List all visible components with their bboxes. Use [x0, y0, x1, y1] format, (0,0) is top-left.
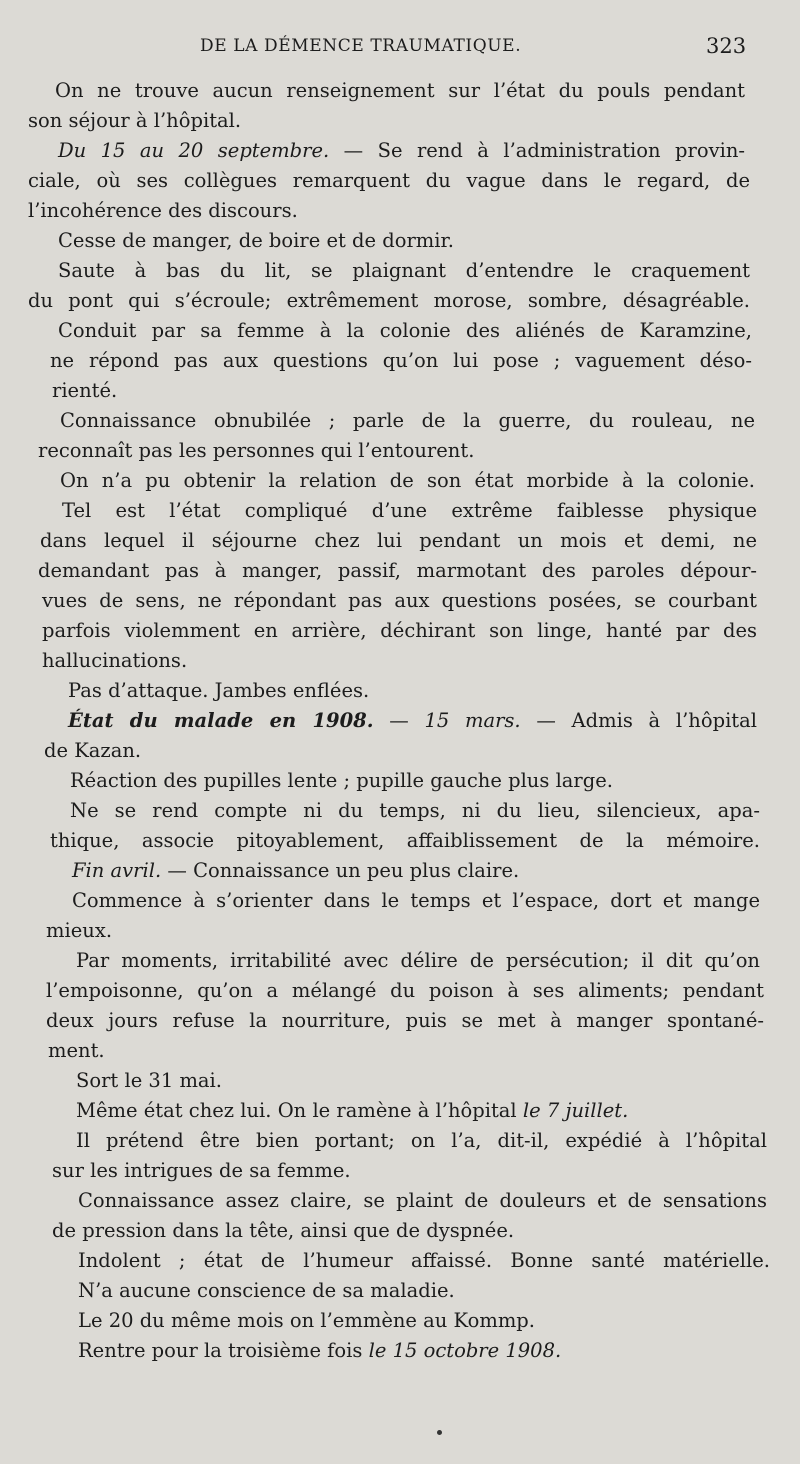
text-line — [50, 826, 760, 856]
text-line — [78, 1306, 535, 1336]
text-line — [58, 256, 750, 286]
text-line — [60, 406, 755, 436]
text-line — [78, 1336, 561, 1366]
text-segment: Le 20 du même mois on l’emmène au Kommp. — [78, 1309, 535, 1332]
text-segment: le 7 juillet. — [522, 1099, 629, 1122]
text-line — [72, 856, 519, 886]
text-segment: Par moments, irritabilité avec délire de persécution; il dit qu’on — [76, 949, 760, 972]
text-line — [52, 376, 117, 406]
text-segment: 15 mars. — [424, 709, 521, 732]
text-segment: l’empoisonne, qu’on a mélangé du poison à ses aliments; pendant — [46, 979, 764, 1002]
text-segment: Réaction des pupilles lente ; pupille gauche plus large. — [70, 769, 613, 792]
text-segment: demandant pas à manger, passif, marmotant des paroles dépour- — [38, 559, 757, 582]
text-segment: Rentre pour la troisième fois — [78, 1339, 369, 1362]
text-line — [28, 286, 750, 316]
text-line — [46, 916, 112, 946]
text-line — [68, 676, 369, 706]
text-line — [46, 1006, 764, 1036]
text-segment: vues de sens, ne répondant pas aux questions posées, se courbant — [42, 589, 757, 612]
text-line — [42, 646, 187, 676]
text-line — [76, 1096, 628, 1126]
text-line — [58, 136, 745, 166]
text-line — [78, 1276, 455, 1306]
text-line — [38, 556, 757, 586]
text-segment: reconnaît pas les personnes qui l’entourent. — [38, 439, 475, 462]
text-segment: Connaissance obnubilée ; parle de la guerre, du rouleau, ne — [60, 409, 755, 432]
text-segment: — — [373, 709, 425, 732]
text-segment: Fin avril. — [72, 859, 162, 882]
text-segment: mieux. — [46, 919, 113, 942]
text-segment: Ne se rend compte ni du temps, ni du lieu, silencieux, apa- — [70, 799, 760, 822]
text-segment: dans lequel il séjourne chez lui pendant un mois et demi, ne — [40, 529, 757, 552]
text-segment: Saute à bas du lit, se plaignant d’entendre le craquement — [58, 259, 750, 282]
text-line — [42, 616, 757, 646]
running-title: DE LA DÉMENCE TRAUMATIQUE. — [200, 36, 522, 56]
text-segment: deux jours refuse la nourriture, puis se met à manger spontané- — [46, 1009, 764, 1032]
text-line — [46, 976, 764, 1006]
text-segment: le 15 octobre 1908. — [368, 1339, 562, 1362]
text-segment: hallucinations. — [42, 649, 188, 672]
text-segment: du pont qui s’écroule; extrêmement morose, sombre, désagréable. — [28, 289, 750, 312]
text-segment: Tel est l’état compliqué d’une extrême faiblesse physique — [62, 499, 757, 522]
text-segment: parfois violemment en arrière, déchirant son linge, hanté par des — [42, 619, 757, 642]
text-segment: de Kazan. — [44, 739, 142, 762]
text-segment: l’incohérence des discours. — [28, 199, 298, 222]
text-line — [62, 496, 757, 526]
ink-dot — [437, 1430, 442, 1435]
text-segment: Du 15 au 20 septembre. — [58, 139, 330, 162]
text-segment: N’a aucune conscience de sa maladie. — [78, 1279, 455, 1302]
page-number: 323 — [706, 34, 747, 58]
text-segment: ciale, où ses collègues remarquent du vague dans le regard, de — [28, 169, 750, 192]
text-segment: son séjour à l’hôpital. — [28, 109, 242, 132]
text-line — [52, 1156, 351, 1186]
text-segment: Sort le 31 mai. — [76, 1069, 222, 1092]
text-line — [38, 436, 474, 466]
text-segment: ne répond pas aux questions qu’on lui pose ; vaguement déso- — [50, 349, 752, 372]
text-line — [50, 346, 752, 376]
text-line — [68, 706, 757, 736]
text-line — [70, 796, 760, 826]
text-line — [78, 1246, 770, 1276]
text-segment: Connaissance assez claire, se plaint de douleurs et de sensations — [78, 1189, 767, 1212]
text-segment: — Admis à l’hôpital — [520, 709, 758, 732]
text-line — [76, 1126, 767, 1156]
text-line — [28, 106, 241, 136]
text-segment: ment. — [48, 1039, 105, 1062]
text-line — [40, 526, 757, 556]
text-line — [28, 166, 750, 196]
text-line — [52, 1216, 514, 1246]
text-segment: — Connaissance un peu plus claire. — [161, 859, 520, 882]
text-line — [58, 316, 752, 346]
text-segment: Même état chez lui. On le ramène à l’hôpital — [76, 1099, 523, 1122]
text-segment: On n’a pu obtenir la relation de son état morbide à la colonie. — [60, 469, 755, 492]
text-segment: rienté. — [52, 379, 118, 402]
text-line — [28, 196, 298, 226]
text-line — [70, 766, 613, 796]
text-line — [60, 466, 755, 496]
text-segment: Il prétend être bien portant; on l’a, dit-il, expédié à l’hôpital — [76, 1129, 767, 1152]
text-segment: Conduit par sa femme à la colonie des aliénés de Karamzine, — [58, 319, 752, 342]
text-segment: — Se rend à l’administration provin- — [329, 139, 745, 162]
text-line — [55, 76, 745, 106]
text-segment: de pression dans la tête, ainsi que de dyspnée. — [52, 1219, 515, 1242]
text-segment: Indolent ; état de l’humeur affaissé. Bonne santé matérielle. — [78, 1249, 770, 1272]
text-segment: sur les intrigues de sa femme. — [52, 1159, 351, 1182]
text-segment: Commence à s’orienter dans le temps et l’espace, dort et mange — [72, 889, 760, 912]
text-line — [78, 1186, 767, 1216]
text-segment: Pas d’attaque. Jambes enflées. — [68, 679, 370, 702]
text-segment: Cesse de manger, de boire et de dormir. — [58, 229, 454, 252]
text-segment: thique, associe pitoyablement, affaiblissement de la mémoire. — [50, 829, 760, 852]
text-line — [76, 946, 760, 976]
text-line — [72, 886, 760, 916]
text-line — [48, 1036, 105, 1066]
text-line — [44, 736, 141, 766]
text-segment: On ne trouve aucun renseignement sur l’état du pouls pendant — [55, 79, 745, 102]
text-line — [42, 586, 757, 616]
text-segment: État du malade en 1908. — [68, 709, 374, 732]
text-line — [76, 1066, 222, 1096]
text-line — [58, 226, 454, 256]
